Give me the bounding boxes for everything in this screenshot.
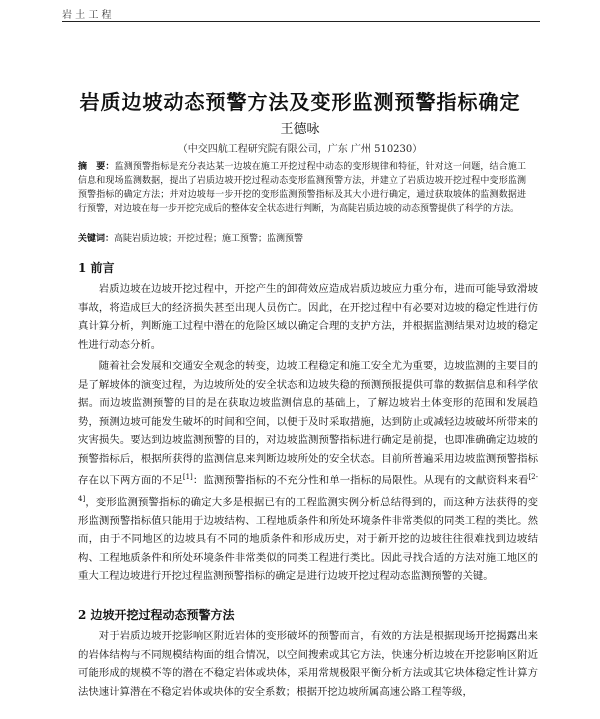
citation: [1] — [182, 473, 193, 481]
citation: [2-4] — [78, 473, 539, 503]
section-heading: 2 边坡开挖过程动态预警方法 — [78, 608, 235, 622]
header-rule — [62, 21, 540, 22]
section-dynamic-warning-method — [78, 606, 538, 701]
running-head: 岩 土 工 程 — [62, 10, 112, 21]
abstract-text: 监测预警指标是充分表达某一边坡在施工开挖过程中动态的变形规律和特征，针对这一问题，结合施工信息和现场监测数据，提出了岩质边坡开挖过程动态变形监测预警方法，并建立了岩质边坡开挖过程中变形监测预警指标的确定方法；并对边坡每一步开挖的变形监测预警指标及其大小进行确定，通过获取坡体的监测数据进行预警，对边坡在每一步开挖完成后的整体安全状态进行判断，为高陡岩质边坡的动态预警提供了科学的方法。 — [78, 162, 526, 214]
abstract — [78, 160, 526, 216]
paragraph-text: 随着社会发展和交通安全观念的转变，边坡工程稳定和施工安全尤为重要，边坡监测的主要目的是了解坡体的演变过程，为边坡所处的安全状态和边坡失稳的预测预报提供可靠的数据信息和科学依据。而边坡监测预警的目的是在获取边坡监测信息的基础上，了解边坡岩土体变形的范围和发展趋势，预测边坡可能发生破坏的时间和空间，以便于及时采取措施，达到防止或减轻边坡破坏所带来的灾害损失。要达到边坡监测预警的目的，对边坡监测预警指标进行确定是前提，也即准确确定边坡的预警指标后，根据所获得的监测信息来判断边坡所处的安全状态。目前所普遍采用边坡监测预警指标存在以下两方面的不足 — [78, 360, 538, 487]
section-heading: 1 前言 — [78, 261, 115, 275]
author-affiliation: （中交四航工程研究院有限公司，广东 广州 510230） — [177, 144, 423, 155]
paper-title: 岩质边坡动态预警方法及变形监测预警指标确定 — [79, 90, 521, 114]
section-introduction — [78, 259, 538, 586]
author-name: 王德咏 — [280, 122, 320, 137]
paragraph: 对于岩质边坡开挖影响区附近岩体的变形破坏的预警而言，有效的方法是根据现场开挖揭露出来的岩体结构与不同规模结构面的组合情况，以空间搜索或其它方法，快速分析边坡在开挖影响区附近可能形成的规模不等的潜在不稳定岩体或块体，采用常规极限平衡分析方法或其它块体稳定性计算方法快速计算潜在不稳定岩体或块体的安全系数；根据开挖边坡所属高速公路工程等级， — [78, 630, 538, 698]
keywords-label: 关键词： — [78, 234, 115, 244]
paragraph-text: ：监测预警指标的不充分性和单一指标的局限性。从现有的文献资料来看 — [192, 474, 529, 487]
paragraph: 岩质边坡在边坡开挖过程中，开挖产生的卸荷效应造成岩质边坡应力重分布，进而可能导致滑坡事故，将造成巨大的经济损失甚至出现人员伤亡。因此，在开挖过程中有必要对边坡的稳定性进行仿真计算分析，判断施工过程中潜在的危险区域以确定合理的支护方法，并根据监测结果对边坡的稳定性进行动态分析。 — [78, 283, 538, 351]
paragraph — [78, 357, 538, 586]
abstract-label: 摘 要： — [78, 162, 115, 172]
keywords — [78, 232, 526, 246]
keywords-text: 高陡岩质边坡；开挖过程；施工预警；监测预警 — [114, 234, 304, 244]
paragraph-text: ，变形监测预警指标的确定大多是根据已有的工程监测实例分析总结得到的，而这种方法获得的变形监测预警指标值只能用于边坡结构、工程地质条件和所处环境条件非常类似的同类工程的类比。然而，由于不同地区的边坡具有不同的地质条件和形成历史，对于新开挖的边坡往往很难找到边坡结构、工程地质条件和所处环境条件非常类似的同类工程进行类比。因此寻找合适的方法对施工地区的重大工程边坡进行开挖过程监测预警指标的确定是进行边坡开挖过程动态监测预警的关键。 — [78, 496, 538, 583]
